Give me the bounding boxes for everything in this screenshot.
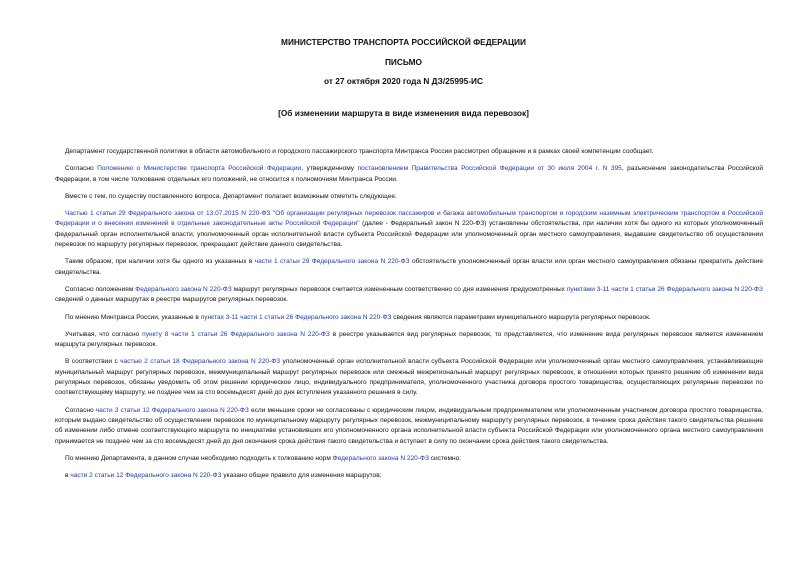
paragraph-text: , разъяснение законодательства Российской Федерации, в том числе толкование отдельных его положений, не относится к полномочиям Минтранса России. — [55, 165, 763, 183]
link-government-decree-395[interactable]: постановлением Правительства Российской Федерации от 30 июля 2004 г. N 395 — [357, 165, 622, 173]
document-type: ПИСЬМО — [384, 57, 423, 67]
link-points-3-11-article-26[interactable]: пунктах 3-11 части 1 статьи 26 Федерального закона N 220-ФЗ — [200, 313, 392, 321]
paragraph-note: Вместе с тем, по существу поставленного вопроса, Департамент полагает возможным отметить следующее. — [65, 192, 397, 200]
paragraph-text: Согласно — [65, 406, 96, 414]
paragraph-text: в реестре указывается вид регулярных перевозок, то представляется, что изменение вида регулярных перевозок является изменением маршрута регулярных перевозок. — [55, 330, 763, 349]
link-law-220fz[interactable]: Федерального закона N 220-ФЗ — [332, 454, 429, 462]
paragraph-deadlines — [55, 406, 763, 447]
paragraph-law-article-29 — [55, 209, 763, 250]
paragraph-text: Таким образом, при наличии хотя бы одного из указанных в — [65, 258, 255, 266]
paragraph-text: По мнению Департамента, в данном случае необходимо подходить к толкованию норм — [65, 454, 333, 462]
paragraph-ministry-opinion — [55, 313, 763, 323]
paragraph-text: если меньшие сроки не согласованы с юридическим лицом, индивидуальным предпринимателем или уполномоченным участником договора простого товарищества, которым выдано свидетельство об осуществлении перевозок по муниципальному маршруту регулярных перевозок, межмуниципальному маршруту регулярных перевозок, в течение срока действия такого свидетельства решение об изменении либо отмене соответствующего маршрута по инициативе установивших его уполномоченного органа исполнительной власти субъекта Российской Федерации или уполномоченного органа местного самоуправления принимается не позднее чем за сто восемьдесят дней до дня окончания срока действия такого свидетельства и вступает в силу по окончании срока действия такого свидетельства. — [55, 406, 763, 445]
paragraph-competence — [55, 164, 763, 185]
paragraph-text: сведения являются параметрами муниципального маршрута регулярных перевозок. — [391, 313, 651, 321]
document-subject: [Об изменении маршрута в виде изменения вида перевозок] — [278, 108, 529, 118]
link-point-8-article-26[interactable]: пункту 8 части 1 статьи 26 Федерального закона N 220-ФЗ — [142, 330, 330, 338]
paragraph-text: в — [65, 472, 71, 480]
ministry-title: МИНИСТЕРСТВО ТРАНСПОРТА РОССИЙСКОЙ ФЕДЕРАЦИИ — [281, 37, 526, 47]
link-part-2-article-12[interactable]: части 2 статьи 12 Федерального закона N 220-ФЗ — [70, 472, 222, 480]
paragraph-general-rule — [55, 471, 763, 481]
paragraph-text: системно: — [428, 454, 462, 462]
paragraph-text: В соответствии с — [65, 358, 121, 366]
document-body — [55, 147, 763, 488]
paragraph-notification — [55, 357, 763, 398]
paragraph-text: Согласно — [65, 165, 98, 173]
paragraph-conclusion-1 — [55, 257, 763, 278]
paragraph-text: указано общее правило для изменения маршрутов; — [221, 472, 382, 480]
paragraph-text: , утвержденному — [301, 165, 358, 173]
link-law-220fz[interactable]: Федерального закона N 220-ФЗ — [135, 285, 232, 293]
paragraph-text: сведений о данных маршрутах в реестре маршрутов регулярных перевозок. — [55, 296, 289, 304]
paragraph-text: (далее - Федеральный закон N 220-ФЗ) установлены обстоятельства, при наличии хотя бы одного из которых уполномоченный федеральный орган исполнительной власти, уполномоченный орган исполнительной власти субъекта Российской Федерации или уполномоченный орган местного самоуправления, выдавшие свидетельство об осуществлении перевозок по маршруту регулярных перевозок, прекращают действие данного свидетельства. — [55, 220, 763, 249]
link-points-3-11-article-26[interactable]: пунктами 3-11 части 1 статьи 26 Федерального закона N 220-ФЗ — [566, 285, 763, 293]
document-date-number: от 27 октября 2020 года N ДЗ/25995-ИС — [324, 76, 483, 86]
link-part-3-article-12[interactable]: части 3 статьи 12 Федерального закона N 220-ФЗ — [95, 406, 249, 414]
paragraph-intro: Департамент государственной политики в области автомобильного и городского пассажирского транспорта Минтранса России рассмотрел обращение и в рамках своей компетенции сообщает. — [65, 148, 654, 155]
paragraph-department-opinion — [55, 454, 763, 464]
paragraph-transport-type — [55, 330, 763, 351]
paragraph-text: Учитывая, что согласно — [65, 330, 143, 338]
paragraph-text: Согласно положениям — [65, 285, 136, 293]
link-part-2-article-18[interactable]: частью 2 статьи 18 Федерального закона N 220-ФЗ — [120, 358, 281, 366]
paragraph-text: По мнению Минтранса России, указанные в — [65, 313, 201, 321]
paragraph-text: уполномоченный орган исполнительной власти субъекта Российской Федерации или уполномоченный орган местного самоуправления, устанавливающие муниципальный маршрут регулярных перевозок, межмуниципальный маршрут регулярных перевозок или смежный межрегиональный маршрут регулярных перевозок, в отношении которых принято решение об изменении вида регулярных перевозок, обязаны уведомить об этом решении юридическое лицо, индивидуального предпринимателя, уполномоченного участника договора простого товарищества, осуществляющих регулярные перевозки по соответствующему маршруту, не позднее чем за сто восемьдесят дней до дня вступления указанного решения в силу. — [55, 358, 763, 397]
paragraph-text: маршрут регулярных перевозок считается измененным соответственно со дня изменения предусмотренных — [231, 285, 567, 293]
link-part-1-article-29[interactable]: части 1 статьи 29 Федерального закона N 220-ФЗ — [254, 258, 410, 266]
link-ministry-regulation[interactable]: Положению о Министерстве транспорта Российской Федерации — [97, 165, 302, 173]
paragraph-route-change — [55, 285, 763, 306]
link-law-220fz-article-29[interactable]: Частью 1 статьи 29 Федерального закона от 13.07.2015 N 220-ФЗ "Об организации регулярных перевозок пассажиров и багажа автомобильным транспортом и городским наземным электрическим транспортом в Российской Федерации и о внесении изменений в отдельные законодательные акты Российской Федерации" — [55, 210, 763, 228]
paragraph-text: обстоятельств уполномоченный орган власти или орган местного самоуправления обязаны прекратить действие свидетельства. — [55, 258, 764, 276]
